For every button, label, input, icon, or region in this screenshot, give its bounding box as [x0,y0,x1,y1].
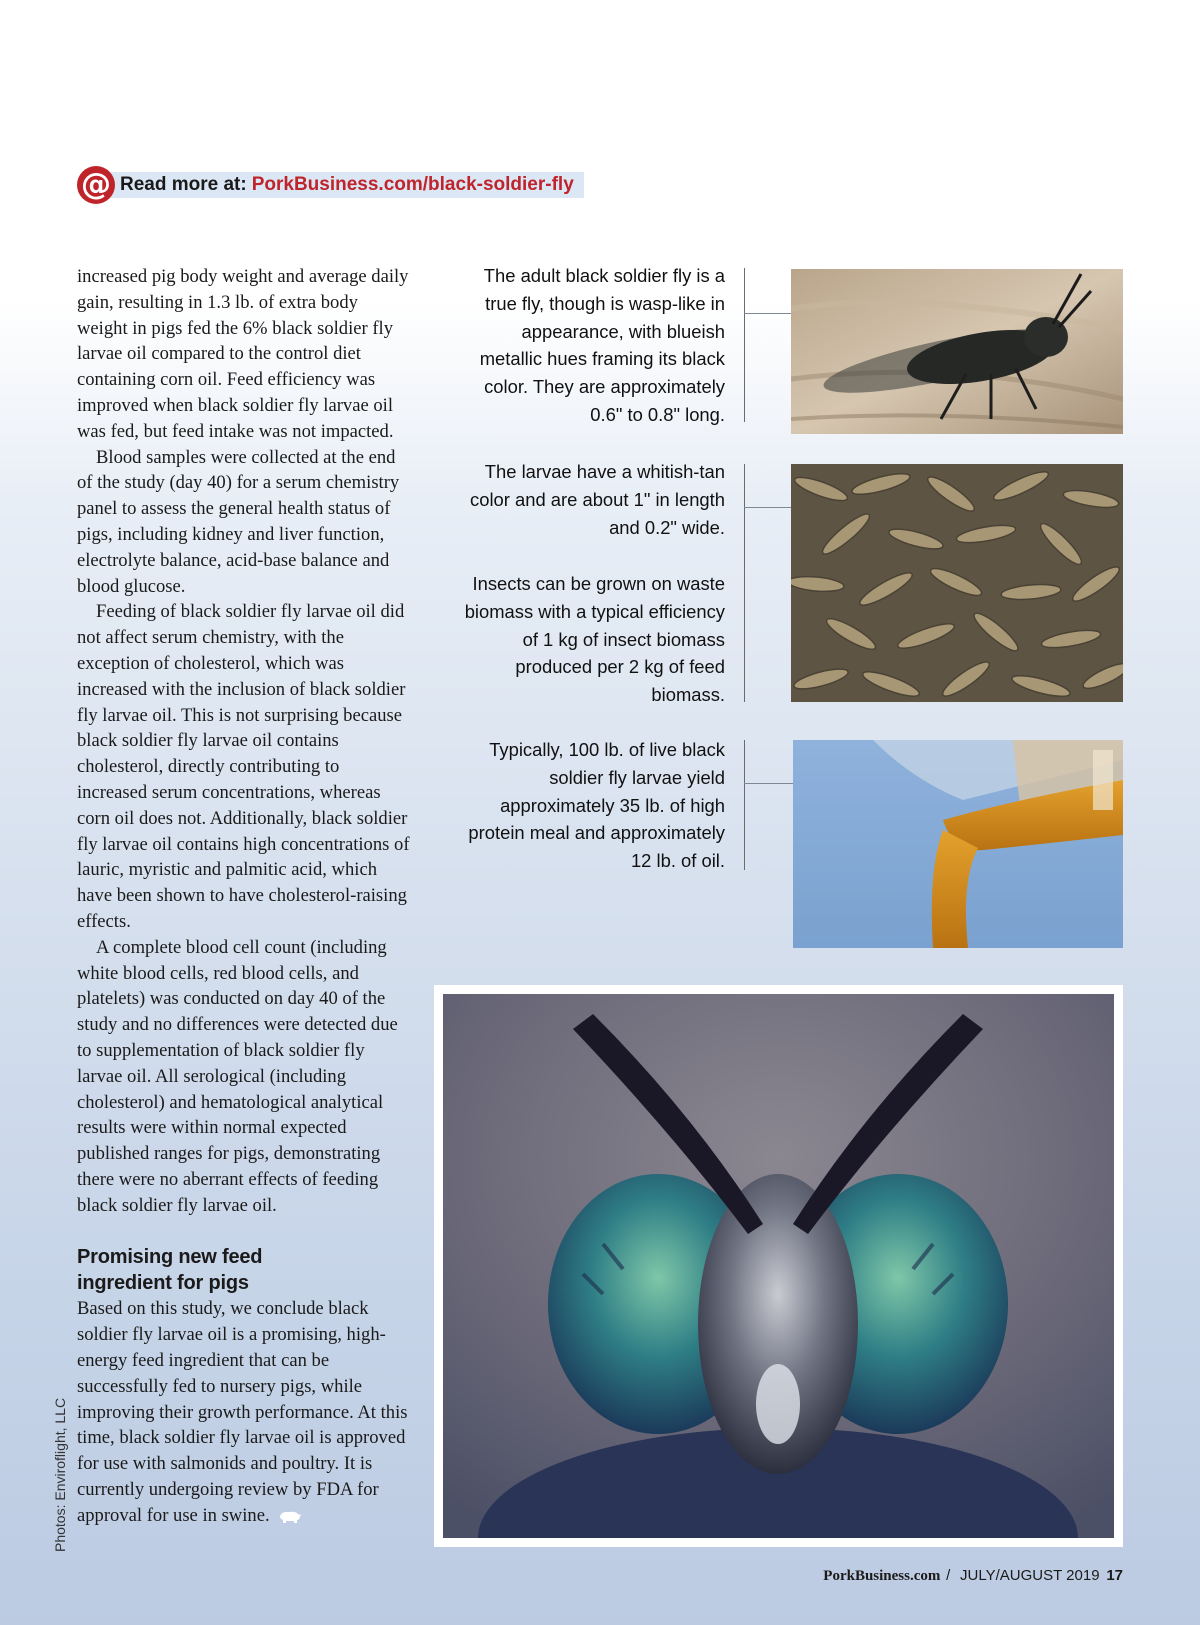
caption-larvae: The larvae have a whitish-tan color and are about 1" in length and 0.2" wide. [470,461,725,538]
read-more-bar [77,165,584,205]
caption-adult-fly: The adult black soldier fly is a true fly, though is wasp-like in appearance, with blueish metallic hues framing its black color. They are approximately 0.6" to 0.8" long. [479,265,725,425]
caption-biomass: Insects can be grown on waste biomass with a typical efficiency of 1 kg of insect biomass produced per 2 kg of feed biomass. [464,573,725,706]
caption-rule [744,464,745,702]
closing-paragraph [77,1296,412,1528]
page-number: 17 [1106,1567,1123,1584]
adult-fly-photo [791,269,1123,434]
body-paragraph: Blood samples were collected at the end of the study (day 40) for a serum chemistry panel to assess the general health status of pigs, including kidney and liver function, electrolyte balance, acid-base balance and blood glucose. [77,446,400,597]
caption-yield: Typically, 100 lb. of live black soldier fly larvae yield approximately 35 lb. of high protein meal and approximately 12 lb. of oil. [468,739,725,872]
body-paragraph: A complete blood cell count (including white blood cells, red blood cells, and platelets) was conducted on day 40 of the study and no differences were detected due to supplementation of black soldier fly larvae oil. All serological (including cholesterol) and hematological analytical results were within normal expected published ranges for pigs, demonstrating there were no aberrant effects of feeding black soldier fly larvae oil. [77,936,398,1216]
read-more-link[interactable]: PorkBusiness.com/black-soldier-fly [251,174,574,195]
larvae-oil-photo [793,740,1123,948]
caption-leader [744,507,794,508]
photo-credit: Photos: Enviroflight, LLC [52,1397,68,1552]
body-paragraph: Feeding of black soldier fly larvae oil did not affect serum chemistry, with the exception of cholesterol, which was increased with the inclusion of black soldier fly larvae oil. This is not surprising because black soldier fly larvae oil contains cholesterol, directly contributing to increased serum concentrations, whereas corn oil does not. Additionally, black soldier fly larvae oil contains high concentrations of lauric, myristic and palmitic acid, which have been shown to have cholesterol-raising effects. [77,601,410,932]
larvae-photo [791,464,1123,702]
page-footer [823,1567,1123,1585]
read-more-label: Read more at: [120,174,247,195]
body-paragraph: increased pig body weight and average daily gain, resulting in 1.3 lb. of extra body weight in pigs fed the 6% black soldier fly larvae oil compared to the control diet containing corn oil. Feed efficiency was improved when black soldier fly larvae oil was fed, but feed intake was not impacted. [77,266,409,442]
subhead-line-2: ingredient for pigs [77,1272,249,1295]
caption-rule [744,740,745,870]
at-sign-icon: @ [77,166,115,204]
footer-site: PorkBusiness.com [823,1568,941,1584]
subhead-line-1: Promising new feed [77,1246,263,1269]
footer-separator: / [946,1567,951,1584]
footer-issue: JULY/AUGUST 2019 [960,1567,1100,1584]
section-subhead [77,1244,412,1296]
caption-rule [744,268,745,422]
pig-end-mark-icon [278,1510,302,1524]
article-body [77,264,412,1529]
read-more-text [107,172,584,198]
closing-text: Based on this study, we conclude black soldier fly larvae oil is a promising, high-energy feed ingredient that can be successfully fed to nursery pigs, while improving their growth performance. At this time, black soldier fly larvae oil is approved for use with salmonids and poultry. It is currently undergoing review by FDA for approval for use in swine. [77,1298,408,1526]
fly-head-closeup-photo [434,985,1123,1547]
